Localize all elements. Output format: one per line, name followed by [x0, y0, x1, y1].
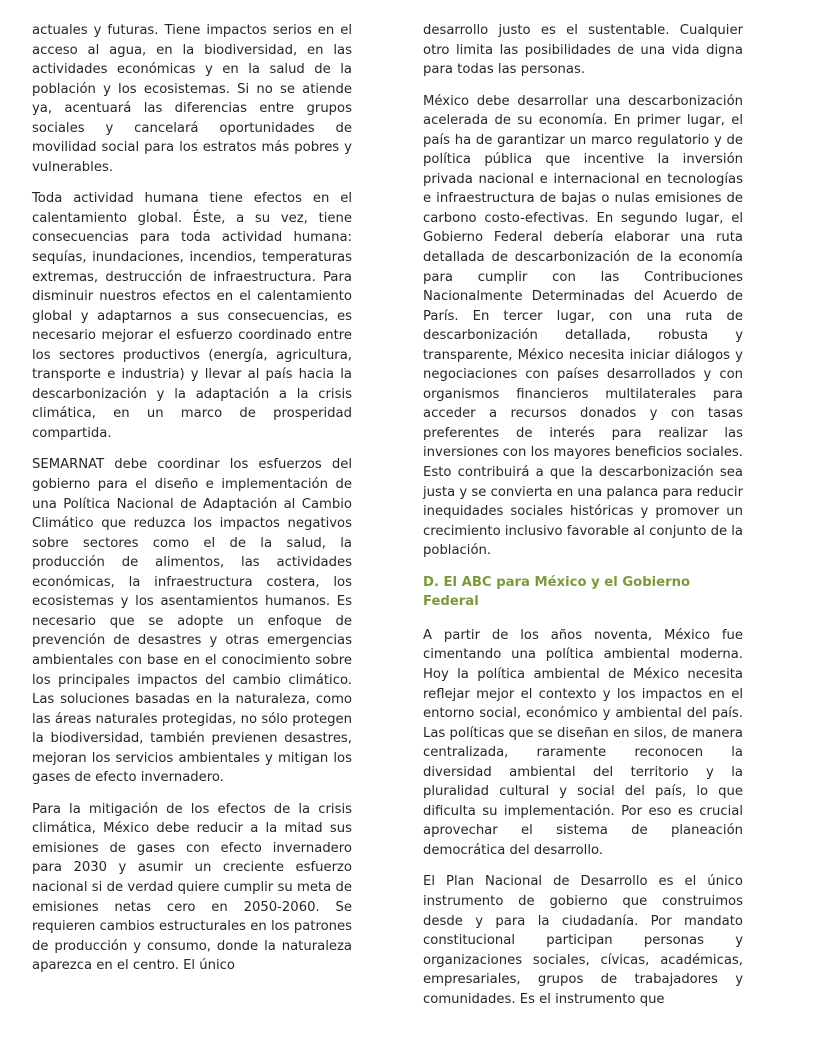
paragraph-left-3: SEMARNAT debe coordinar los esfuerzos del gobierno para el diseño e implementación de una Política Nacional de Adaptación al Cambio Climático que reduzca los impactos negativos sobre sectores como el de la salud, la producción de alimentos, las actividades económicas, la infraestructura costera, los ecosistemas y los asentamientos humanos. Es necesario que se adopte un enfoque de prevención de desastres y otras emergencias ambientales con base en el conocimiento sobre los principales impactos del cambio climático. Las soluciones basadas en la naturaleza, como las áreas naturales protegidas, no sólo protegen la biodiversidad, también previenen desastres, mejoran los servicios ambientales y mitigan los gases de efecto invernadero.	[32, 457, 352, 786]
paragraph-right-3: A partir de los años noventa, México fue cimentando una política ambiental moderna. Hoy la política ambiental de México necesita reflejar mejor el contexto y los impactos en el entorno social, económico y ambiental del país. Las políticas que se diseñan en silos, de manera centralizada, raramente reconocen la diversidad ambiental del territorio y la pluralidad cultural y social del país, lo que dificulta su implementación. Por eso es crucial aprovechar el sistema de planeación democrática del desarrollo.	[423, 627, 743, 858]
paragraph-left-4: Para la mitigación de los efectos de la crisis climática, México debe reducir a la mitad sus emisiones de gases con efecto invernadero para 2030 y asumir un creciente esfuerzo nacional si de verdad quiere cumplir su meta de emisiones netas cero en 2050-2060. Se requieren cambios estructurales en los patrones de producción y consumo, donde la naturaleza aparezca en el centro. El único	[32, 801, 352, 974]
paragraph-right-1: desarrollo justo es el sustentable. Cualquier otro limita las posibilidades de una vida digna para todas las personas.	[423, 23, 743, 78]
paragraph-right-4: El Plan Nacional de Desarrollo es el único instrumento de gobierno que construimos desde y para la ciudadanía. Por mandato constitucional participan personas y organizaciones sociales, cívicas, académicas, empresariales, grupos de trabajadores y comunidades. Es el instrumento que	[423, 874, 743, 1007]
paragraph-left-2: Toda actividad humana tiene efectos en el calentamiento global. Éste, a su vez, tiene consecuencias para toda actividad humana: sequías, inundaciones, incendios, temperaturas extremas, destrucción de infraestructura. Para disminuir nuestros efectos en el calentamiento global y adaptarnos a sus consecuencias, es necesario mejorar el esfuerzo coordinado entre los sectores productivos (energía, agricultura, transporte e industria) y llevar al país hacia la descarbonización y la adaptación a la crisis climática, en un marco de prosperidad compartida.	[32, 191, 352, 441]
left-column	[32, 21, 352, 988]
section-heading: D. El ABC para México y el Gobierno Federal	[423, 574, 691, 610]
right-column	[423, 21, 743, 1021]
paragraph-right-2: México debe desarrollar una descarbonización acelerada de su economía. En primer lugar, el país ha de garantizar un marco regulatorio y de política pública que incentive la inversión privada nacional e internacional en tecnologías e infraestructura de bajas o nulas emisiones de carbono costo-efectivas. En segundo lugar, el Gobierno Federal debería elaborar una ruta detallada de descarbonización de la economía para cumplir con las Contribuciones Nacionalmente Determinadas del Acuerdo de París. En tercer lugar, con una ruta de descarbonización detallada, robusta y transparente, México necesita iniciar diálogos y negociaciones con países desarrollados y con organismos financieros multilaterales para acceder a recursos donados y con tasas preferentes de interés para realizar las inversiones con los mayores beneficios sociales. Esto contribuirá a que la descarbonización sea justa y se convierta en una palanca para reducir inequidades sociales históricas y promover un crecimiento inclusivo favorable al conjunto de la población.	[423, 93, 744, 559]
paragraph-left-1: actuales y futuras. Tiene impactos serios en el acceso al agua, en la biodiversidad, en las actividades económicas y en la salud de la población y los ecosistemas. Si no se atiende ya, acentuará las diferencias entre grupos sociales y cancelará oportunidades de movilidad social para los estratos más pobres y vulnerables.	[32, 23, 352, 175]
